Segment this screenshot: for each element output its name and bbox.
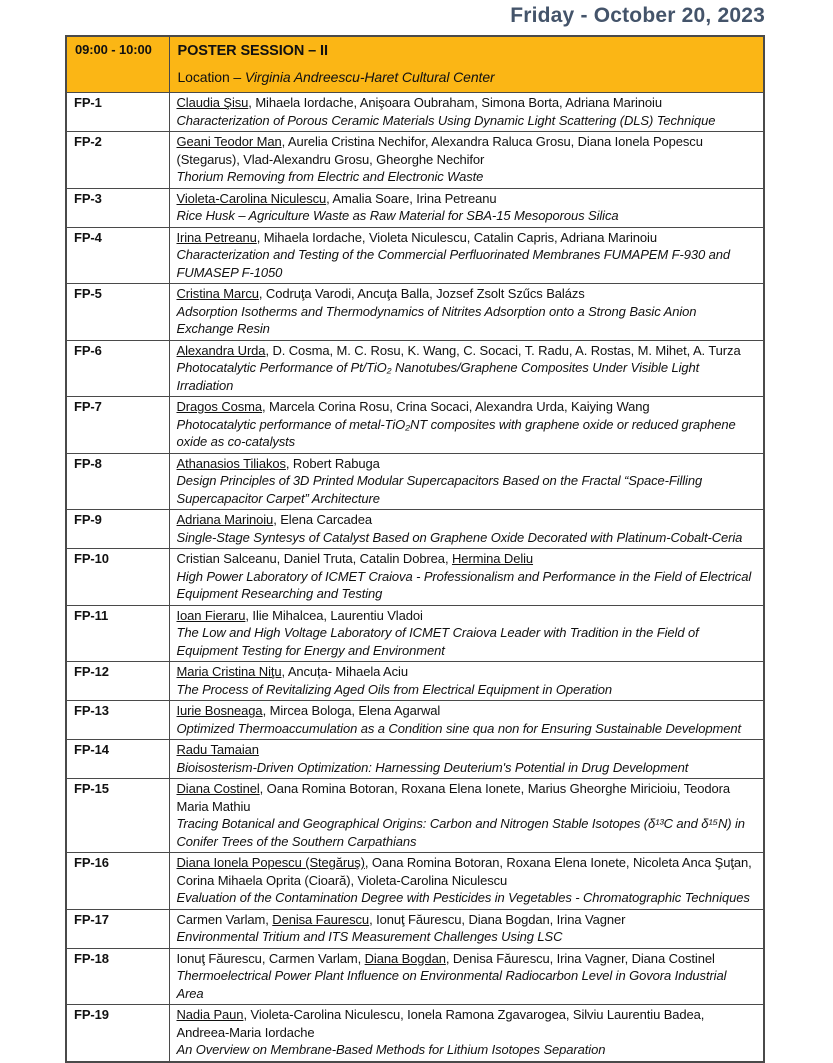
presenting-author: Ioan Fieraru <box>176 607 246 623</box>
poster-title: The Low and High Voltage Laboratory of ICMET Craiova Leader with Tradition in the Field of Equipment Testing for Energy and Environment <box>176 625 699 658</box>
poster-row <box>66 453 764 510</box>
poster-title: Optimized Thermoaccumulation as a Condition sine qua non for Ensuring Sustainable Development <box>176 720 741 736</box>
poster-row <box>66 93 764 132</box>
poster-title: The Process of Revitalizing Aged Oils from Electrical Equipment in Operation <box>176 681 613 697</box>
poster-content-cell <box>169 188 764 227</box>
poster-content-cell <box>169 340 764 397</box>
poster-row <box>66 662 764 701</box>
session-header-row <box>66 36 764 93</box>
poster-title: Photocatalytic performance of metal-TiO₂NT composites with graphene oxide or reduced graphene oxide as co-catalysts <box>176 416 736 449</box>
poster-authors: Adriana Marinoiu, Elena Carcadea <box>176 512 373 527</box>
poster-authors: Iurie Bosneaga, Mircea Bologa, Elena Agarwal <box>176 703 441 718</box>
poster-title: Characterization of Porous Ceramic Materials Using Dynamic Light Scattering (DLS) Technique <box>176 112 716 128</box>
poster-title: Photocatalytic Performance of Pt/TiO₂ Nanotubes/Graphene Composites Under Visible Light Irradiation <box>176 360 700 393</box>
poster-title: Evaluation of the Contamination Degree with Pesticides in Vegetables - Chromatographic Techniques <box>176 890 750 905</box>
session-location <box>178 68 756 87</box>
poster-authors: Diana Costinel, Oana Romina Botoran, Roxana Elena Ionete, Marius Gheorghe Miricioiu, Teodora Maria Mathiu <box>176 781 730 814</box>
poster-title: Thorium Removing from Electric and Electronic Waste <box>176 169 484 184</box>
presenting-author: Radu Tamaian <box>176 742 259 757</box>
presenting-author: Dragos Cosma <box>176 399 262 414</box>
poster-content-cell <box>169 605 764 662</box>
poster-title: Rice Husk – Agriculture Waste as Raw Material for SBA-15 Mesoporous Silica <box>176 208 619 223</box>
poster-content-cell <box>169 284 764 341</box>
poster-authors: Claudia Şisu, Mihaela Iordache, Anişoara Oubraham, Simona Borta, Adriana Marinoiu <box>176 95 662 110</box>
poster-row <box>66 188 764 227</box>
poster-authors: Geani Teodor Man, Aurelia Cristina Nechifor, Alexandra Raluca Grosu, Diana Ionela Popescu (Stegarus), Vlad-Alexandru Grosu, Gheorghe Nechifor <box>176 134 703 167</box>
poster-session-table <box>65 35 765 1063</box>
poster-content-cell <box>169 132 764 189</box>
poster-authors: Irina Petreanu, Mihaela Iordache, Violeta Niculescu, Catalin Capris, Adriana Marinoiu <box>176 229 657 245</box>
poster-content-cell <box>169 549 764 606</box>
poster-row <box>66 701 764 740</box>
session-time: 09:00 - 10:00 <box>66 36 169 93</box>
poster-title: Tracing Botanical and Geographical Origins: Carbon and Nitrogen Stable Isotopes (δ¹³C and δ¹⁵N) in Conifer Trees of the Southern Carpathians <box>176 816 745 849</box>
poster-id: FP-2 <box>66 132 169 189</box>
poster-authors: Ionuţ Făurescu, Carmen Varlam, Diana Bogdan, Denisa Făurescu, Irina Vagner, Diana Costinel <box>176 950 715 966</box>
session-location-venue: Virginia Andreescu-Haret Cultural Center <box>244 69 495 85</box>
poster-title: Design Principles of 3D Printed Modular Supercapacitors Based on the Fractal “Space-Filling Supercapacitor Carpet” Architecture <box>176 473 703 506</box>
session-title: POSTER SESSION – II <box>177 43 328 59</box>
poster-row <box>66 779 764 853</box>
poster-authors: Carmen Varlam, Denisa Faurescu, Ionuţ Făurescu, Diana Bogdan, Irina Vagner <box>176 911 626 927</box>
poster-id: FP-12 <box>66 662 169 701</box>
poster-row <box>66 1005 764 1062</box>
presenting-author: Alexandra Urda <box>176 342 266 358</box>
poster-row <box>66 549 764 606</box>
poster-content-cell <box>169 701 764 740</box>
poster-authors: Cristina Marcu, Codruţa Varodi, Ancuţa Balla, Jozsef Zsolt Szűcs Balázs <box>176 286 585 301</box>
poster-authors: Athanasios Tiliakos, Robert Rabuga <box>176 455 380 471</box>
poster-id: FP-15 <box>66 779 169 853</box>
poster-content-cell <box>169 853 764 910</box>
poster-content-cell <box>169 510 764 549</box>
poster-content-cell <box>169 662 764 701</box>
poster-id: FP-4 <box>66 227 169 284</box>
presenting-author: Denisa Faurescu <box>272 911 370 927</box>
poster-title: Thermoelectrical Power Plant Influence on Environmental Radiocarbon Level in Govora Industrial Area <box>176 968 727 1001</box>
poster-row <box>66 853 764 910</box>
presenting-author: Hermina Deliu <box>451 551 534 566</box>
poster-row <box>66 909 764 948</box>
poster-title: An Overview on Membrane-Based Methods for Lithium Isotopes Separation <box>176 1042 606 1057</box>
poster-content-cell <box>169 740 764 779</box>
presenting-author: Claudia Şisu <box>176 95 249 110</box>
poster-id: FP-16 <box>66 853 169 910</box>
session-location-label: Location – <box>177 69 245 85</box>
poster-row <box>66 397 764 454</box>
poster-row <box>66 227 764 284</box>
poster-authors: Maria Cristina Niţu, Ancuța- Mihaela Aciu <box>176 664 408 679</box>
page-title: Friday - October 20, 2023 <box>510 4 765 27</box>
poster-id: FP-13 <box>66 701 169 740</box>
poster-authors: Nadia Paun, Violeta-Carolina Niculescu, Ionela Ramona Zgavarogea, Silviu Laurentiu Badea, Andreea-Maria Iordache <box>176 1007 705 1040</box>
poster-id: FP-3 <box>66 188 169 227</box>
presenting-author: Diana Ionela Popescu (Stegăruş) <box>176 855 365 870</box>
poster-authors: Ioan Fieraru, Ilie Mihalcea, Laurentiu Vladoi <box>176 607 423 623</box>
poster-id: FP-7 <box>66 397 169 454</box>
poster-title: Adsorption Isotherms and Thermodynamics of Nitrites Adsorption onto a Strong Basic Anion Exchange Resin <box>176 303 697 336</box>
poster-authors: Cristian Salceanu, Daniel Truta, Catalin Dobrea, Hermina Deliu <box>176 551 534 566</box>
presenting-author: Violeta-Carolina Niculescu <box>176 190 327 206</box>
poster-content-cell <box>169 779 764 853</box>
poster-row <box>66 948 764 1005</box>
poster-id: FP-8 <box>66 453 169 510</box>
presenting-author: Irina Petreanu <box>176 229 257 245</box>
presenting-author: Athanasios Tiliakos <box>176 455 286 471</box>
poster-authors: Diana Ionela Popescu (Stegăruş), Oana Romina Botoran, Roxana Elena Ionete, Nicoleta Anca Şuţan, Corina Mihaela Oprita (Cioară), Violeta-Carolina Niculescu <box>176 855 752 888</box>
poster-content-cell <box>169 93 764 132</box>
poster-id: FP-1 <box>66 93 169 132</box>
poster-row <box>66 605 764 662</box>
poster-content-cell <box>169 1005 764 1062</box>
poster-authors: Alexandra Urda, D. Cosma, M. C. Rosu, K. Wang, C. Socaci, T. Radu, A. Rostas, M. Mihet, A. Turza <box>176 342 741 358</box>
presenting-author: Cristina Marcu <box>176 286 259 301</box>
poster-id: FP-17 <box>66 909 169 948</box>
presenting-author: Diana Bogdan <box>364 950 446 966</box>
poster-title: Environmental Tritium and ITS Measurement Challenges Using LSC <box>176 929 563 944</box>
poster-content-cell <box>169 227 764 284</box>
presenting-author: Geani Teodor Man <box>176 134 282 149</box>
poster-id: FP-10 <box>66 549 169 606</box>
poster-content-cell <box>169 453 764 510</box>
poster-id: FP-5 <box>66 284 169 341</box>
poster-authors: Dragos Cosma, Marcela Corina Rosu, Crina Socaci, Alexandra Urda, Kaiying Wang <box>176 399 650 414</box>
poster-content-cell <box>169 948 764 1005</box>
poster-id: FP-18 <box>66 948 169 1005</box>
poster-row <box>66 340 764 397</box>
poster-row <box>66 132 764 189</box>
poster-id: FP-14 <box>66 740 169 779</box>
presenting-author: Iurie Bosneaga <box>176 703 263 718</box>
poster-id: FP-9 <box>66 510 169 549</box>
poster-title: Characterization and Testing of the Commercial Perfluorinated Membranes FUMAPEM F-930 and FUMASEP F-1050 <box>176 247 730 280</box>
poster-title: Bioisosterism-Driven Optimization: Harnessing Deuterium's Potential in Drug Development <box>176 759 689 775</box>
poster-authors <box>177 741 757 759</box>
poster-content-cell <box>169 397 764 454</box>
presenting-author: Diana Costinel <box>176 781 260 796</box>
poster-row <box>66 740 764 779</box>
poster-content-cell <box>169 909 764 948</box>
presenting-author: Adriana Marinoiu <box>176 512 274 527</box>
poster-row <box>66 284 764 341</box>
poster-title: High Power Laboratory of ICMET Craiova - Professionalism and Performance in the Field of Electrical Equipment Researching and Testing <box>176 568 752 601</box>
session-info-cell <box>169 36 764 93</box>
poster-id: FP-6 <box>66 340 169 397</box>
poster-id: FP-19 <box>66 1005 169 1062</box>
presenting-author: Maria Cristina Niţu <box>176 664 282 679</box>
poster-title: Single-Stage Syntesys of Catalyst Based on Graphene Oxide Decorated with Platinum-Cobalt-Ceria <box>176 529 743 545</box>
poster-authors: Violeta-Carolina Niculescu, Amalia Soare, Irina Petreanu <box>176 190 497 206</box>
poster-row <box>66 510 764 549</box>
poster-id: FP-11 <box>66 605 169 662</box>
presenting-author: Nadia Paun <box>176 1007 244 1022</box>
